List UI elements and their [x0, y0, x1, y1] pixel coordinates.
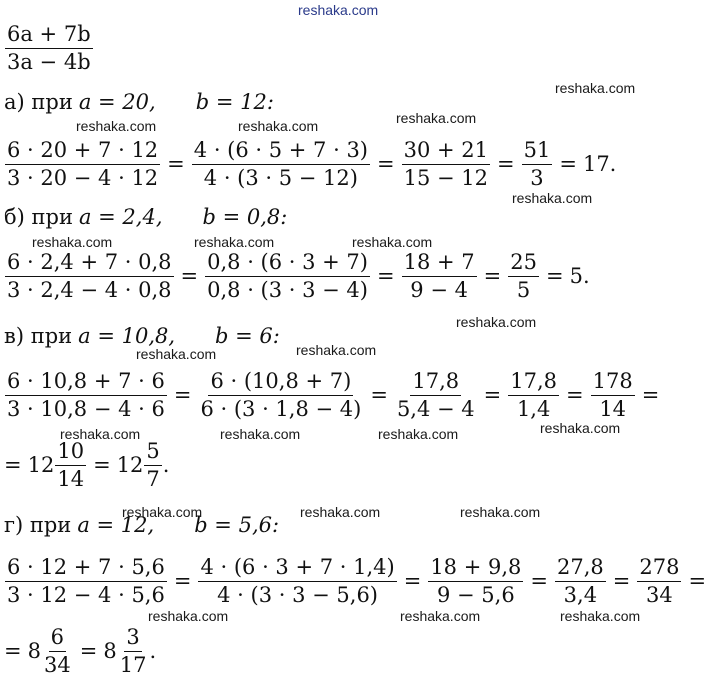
denominator: 3 · 2,4 − 4 · 0,8	[7, 278, 172, 302]
watermark: reshaka.com	[194, 234, 275, 250]
part-c-mixed: = 12 $\frac{10}{14}$ = 12 $\frac{5}{7}$ .	[4, 439, 170, 491]
denominator: 1,4	[516, 397, 551, 421]
part-a-frac-2	[192, 140, 370, 189]
part-d-mixed: = 8 $\frac{6}{34}$ = 8 $\frac{3}{17}$ .	[4, 625, 157, 677]
part-b-cond-a: a = 2,4,	[78, 205, 163, 229]
numerator: 4 · (6 · 3 + 7 · 1,4)	[198, 557, 396, 582]
denominator: 17	[119, 653, 147, 677]
part-a-result: 17.	[582, 152, 617, 176]
part-c-cond-a: a = 10,8,	[78, 324, 176, 348]
expression	[4, 24, 94, 73]
part-b-cond-b: b = 0,8:	[202, 205, 288, 229]
numerator: 5	[144, 441, 161, 466]
part-b-frac-1	[5, 252, 174, 301]
numerator: 6 · (10,8 + 7)	[208, 371, 353, 396]
part-d-frac-1	[5, 557, 167, 606]
numerator: 51	[522, 140, 553, 165]
denominator: 4 · (3 · 5 − 12)	[203, 166, 358, 190]
watermark: reshaka.com	[148, 608, 229, 624]
part-c-frac-2	[198, 371, 363, 420]
part-d-frac-5	[637, 557, 681, 606]
part-a-label: а) при	[4, 90, 73, 114]
part-c-frac-3	[395, 371, 477, 420]
part-c-label: в) при	[4, 324, 73, 348]
part-c-condition	[4, 326, 280, 347]
watermark: reshaka.com	[400, 608, 481, 624]
part-b-result: 5.	[569, 264, 590, 288]
mixed-whole: 8	[27, 639, 41, 663]
numerator: 18 + 9,8	[428, 557, 523, 582]
denominator: 34	[646, 583, 673, 607]
numerator: 18 + 7	[402, 252, 477, 277]
part-d-mixed-2	[118, 627, 149, 676]
numerator: 6	[49, 627, 66, 652]
denominator: 3,4	[563, 583, 598, 607]
part-b-frac-3	[402, 252, 477, 301]
watermark: reshaka.com	[396, 110, 477, 126]
numerator: 6 · 2,4 + 7 · 0,8	[5, 252, 174, 277]
denominator: 6 · (3 · 1,8 − 4)	[200, 397, 362, 421]
part-d-frac-4	[555, 557, 606, 606]
denominator: 3 · 10,8 − 4 · 6	[7, 397, 165, 421]
part-d-label: г) при	[4, 513, 72, 537]
watermark: reshaka.com	[136, 346, 217, 362]
numerator: 3	[124, 627, 141, 652]
watermark: reshaka.com	[512, 190, 593, 206]
part-b-label: б) при	[4, 205, 73, 229]
watermark: reshaka.com	[296, 342, 377, 358]
watermark: reshaka.com	[460, 504, 541, 520]
numerator: 278	[637, 557, 681, 582]
watermark: reshaka.com	[238, 118, 319, 134]
watermark: reshaka.com	[32, 234, 113, 250]
denominator: 14	[57, 467, 85, 491]
part-c-mixed-1	[55, 441, 86, 490]
expression-denominator: 3a − 4b	[7, 50, 91, 74]
part-d-frac-3	[428, 557, 523, 606]
part-d-frac-2	[198, 557, 396, 606]
part-a-condition	[4, 92, 274, 113]
period: .	[162, 453, 170, 477]
part-b-frac-2	[205, 252, 370, 301]
mixed-whole: 12	[116, 453, 144, 477]
watermark: reshaka.com	[540, 420, 621, 436]
part-c-frac-1	[5, 371, 167, 420]
watermark: reshaka.com	[300, 504, 381, 520]
part-b-solution: $\frac{6 \cdot 2,4 + 7 \cdot 0,8}{3 \cdot 2,4 - 4 \cdot 0,8}$ = $\frac{0,8 \cdot (6 \cdot 3 + 7)}{0,8 \cdot (3 \cdot 3 - 4)}$ = $\frac{18 + 7}{9 - 4}$ = $\frac{25}{5}$ = 5.	[7, 250, 590, 302]
denominator: 0,8 · (3 · 3 − 4)	[207, 278, 368, 302]
watermark: reshaka.com	[456, 314, 537, 330]
denominator: 34	[43, 653, 71, 677]
part-d-solution: $\frac{6 \cdot 12 + 7 \cdot 5,6}{3 \cdot 12 - 4 \cdot 5,6}$ = $\frac{4 \cdot (6 \cdot 3 + 7 \cdot 1,4)}{4 \cdot (3 \cdot 3 - 5,6)}$ = $\frac{18 + 9,8}{9 - 5,6}$ = $\frac{27,8}{3,4}$ = $\frac{278}{34}$ =	[7, 555, 707, 607]
part-b-condition	[4, 207, 287, 228]
numerator: 17,8	[508, 371, 559, 396]
part-c-frac-5	[591, 371, 635, 420]
part-c-cond-b: b = 6:	[215, 324, 280, 348]
part-a-frac-3	[402, 140, 490, 189]
part-c-mixed-2	[144, 441, 161, 490]
denominator: 14	[599, 397, 627, 421]
numerator: 6 · 20 + 7 · 12	[5, 140, 160, 165]
part-d-mixed-1	[42, 627, 73, 676]
watermark: reshaka.com	[298, 2, 379, 18]
watermark: reshaka.com	[560, 608, 641, 624]
numerator: 27,8	[555, 557, 606, 582]
numerator: 17,8	[410, 371, 461, 396]
numerator: 25	[508, 252, 539, 277]
watermark: reshaka.com	[60, 426, 141, 442]
expression-numerator: 6a + 7b	[5, 24, 93, 49]
numerator: 6 · 10,8 + 7 · 6	[5, 371, 167, 396]
numerator: 4 · (6 · 5 + 7 · 3)	[192, 140, 370, 165]
part-c-frac-4	[508, 371, 559, 420]
denominator: 9 − 4	[410, 278, 468, 302]
numerator: 10	[55, 441, 86, 466]
watermark: reshaka.com	[352, 234, 433, 250]
mixed-whole: 8	[103, 639, 117, 663]
part-b-frac-4	[508, 252, 539, 301]
part-a-frac-4	[522, 140, 553, 189]
mixed-whole: 12	[27, 453, 55, 477]
denominator: 15 − 12	[403, 166, 488, 190]
denominator: 7	[146, 467, 160, 491]
denominator: 3 · 12 − 4 · 5,6	[7, 583, 165, 607]
watermark: reshaka.com	[76, 118, 157, 134]
denominator: 3 · 20 − 4 · 12	[7, 166, 159, 190]
watermark: reshaka.com	[122, 504, 203, 520]
denominator: 9 − 5,6	[436, 583, 515, 607]
denominator: 5	[516, 278, 531, 302]
numerator: 178	[591, 371, 635, 396]
part-d-cond-b: b = 5,6:	[194, 513, 280, 537]
numerator: 6 · 12 + 7 · 5,6	[5, 557, 167, 582]
watermark: reshaka.com	[555, 80, 636, 96]
denominator: 3	[530, 166, 544, 190]
period: .	[149, 639, 157, 663]
part-a-solution: $\frac{6 \cdot 20 + 7 \cdot 12}{3 \cdot 20 - 4 \cdot 12}$ = $\frac{4 \cdot (6 \cdot 5 + 7 \cdot 3)}{4 \cdot (3 \cdot 5 - 12)}$ = $\frac{30 + 21}{15 - 12}$ = $\frac{51}{3}$ = 17.	[7, 138, 617, 190]
watermark: reshaka.com	[378, 426, 459, 442]
part-a-cond-a: a = 20,	[78, 90, 156, 114]
denominator: 5,4 − 4	[396, 397, 475, 421]
expression-fraction	[5, 24, 93, 73]
part-a-cond-b: b = 12:	[195, 90, 274, 114]
numerator: 30 + 21	[402, 140, 490, 165]
part-a-frac-1	[5, 140, 160, 189]
part-d-cond-a: a = 12,	[77, 513, 155, 537]
watermark: reshaka.com	[220, 426, 301, 442]
part-c-solution: $\frac{6 \cdot 10,8 + 7 \cdot 6}{3 \cdot 10,8 - 4 \cdot 6}$ = $\frac{6 \cdot (10,8 + 7)}{6 \cdot (3 \cdot 1,8 - 4)}$ = $\frac{17,8}{5,4 - 4}$ = $\frac{17,8}{1,4}$ = $\frac{178}{14}$ =	[7, 369, 660, 421]
denominator: 4 · (3 · 3 − 5,6)	[217, 583, 379, 607]
numerator: 0,8 · (6 · 3 + 7)	[205, 252, 370, 277]
